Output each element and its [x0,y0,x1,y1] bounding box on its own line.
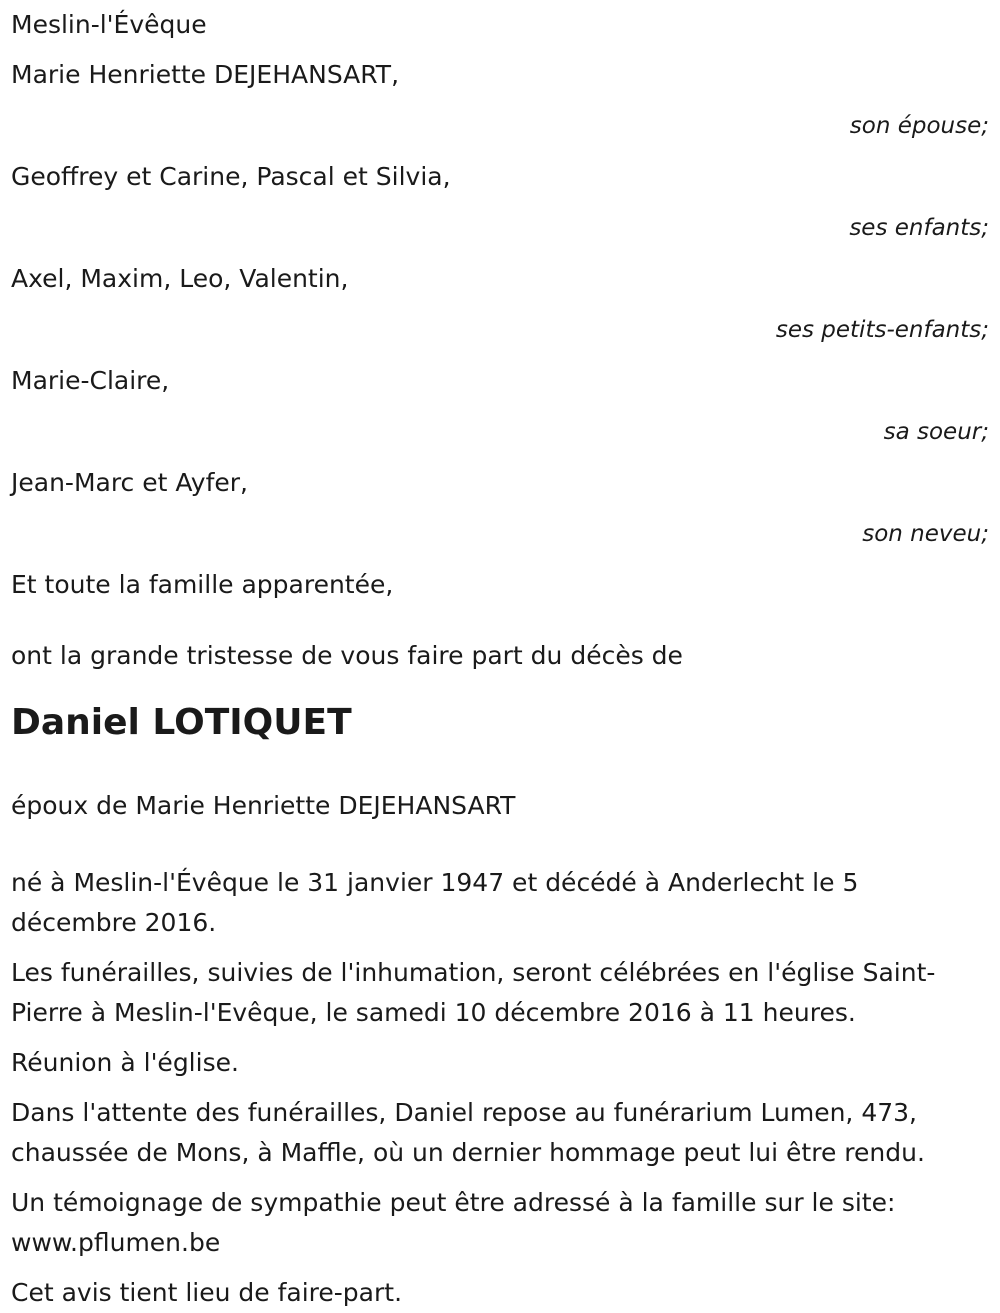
family-entry-relation: son neveu; [862,521,989,547]
family-entry-relation: sa soeur; [883,419,989,445]
family-entry-name: Marie Henriette DEJEHANSART, [11,60,400,89]
family-entry [11,366,989,445]
family-entry [11,264,989,343]
family-entry-name: Jean-Marc et Ayfer, [11,468,248,497]
meeting-paragraph: Réunion à l'église. [11,1048,239,1077]
closing-line: Et toute la famille apparentée, [11,570,394,599]
birth-death-paragraph: né à Meslin-l'Évêque le 31 janvier 1947 et décédé à Anderlecht le 5 décembre 2016. [11,868,859,937]
family-entry [11,162,989,241]
funeral-paragraph: Les funérailles, suivies de l'inhumation, seront célébrées en l'église Saint-Pierre à Meslin-l'Evêque, le samedi 10 décembre 2016 à 11 heures. [11,958,936,1027]
obituary-notice [11,0,989,1313]
sympathy-paragraph: Un témoignage de sympathie peut être adressé à la famille sur le site: www.pflumen.be [11,1188,896,1257]
spouse-line: époux de Marie Henriette DEJEHANSART [11,791,516,820]
family-entry-relation: ses enfants; [849,215,989,241]
family-entry-relation: ses petits-enfants; [775,317,989,343]
family-entry-name: Axel, Maxim, Leo, Valentin, [11,264,349,293]
notice-paragraph: Cet avis tient lieu de faire-part. [11,1278,403,1307]
family-entry-relation: son épouse; [849,113,989,139]
family-entry [11,468,989,547]
deceased-name: Daniel LOTIQUET [11,702,352,743]
family-list [11,60,989,547]
place-heading: Meslin-l'Évêque [11,10,207,39]
family-entry-name: Marie-Claire, [11,366,170,395]
family-entry [11,60,989,139]
announcement-line: ont la grande tristesse de vous faire part du décès de [11,641,683,670]
family-entry-name: Geoffrey et Carine, Pascal et Silvia, [11,162,451,191]
funerarium-paragraph: Dans l'attente des funérailles, Daniel repose au funérarium Lumen, 473, chaussée de Mons, à Maffle, où un dernier hommage peut lui être rendu. [11,1098,925,1167]
